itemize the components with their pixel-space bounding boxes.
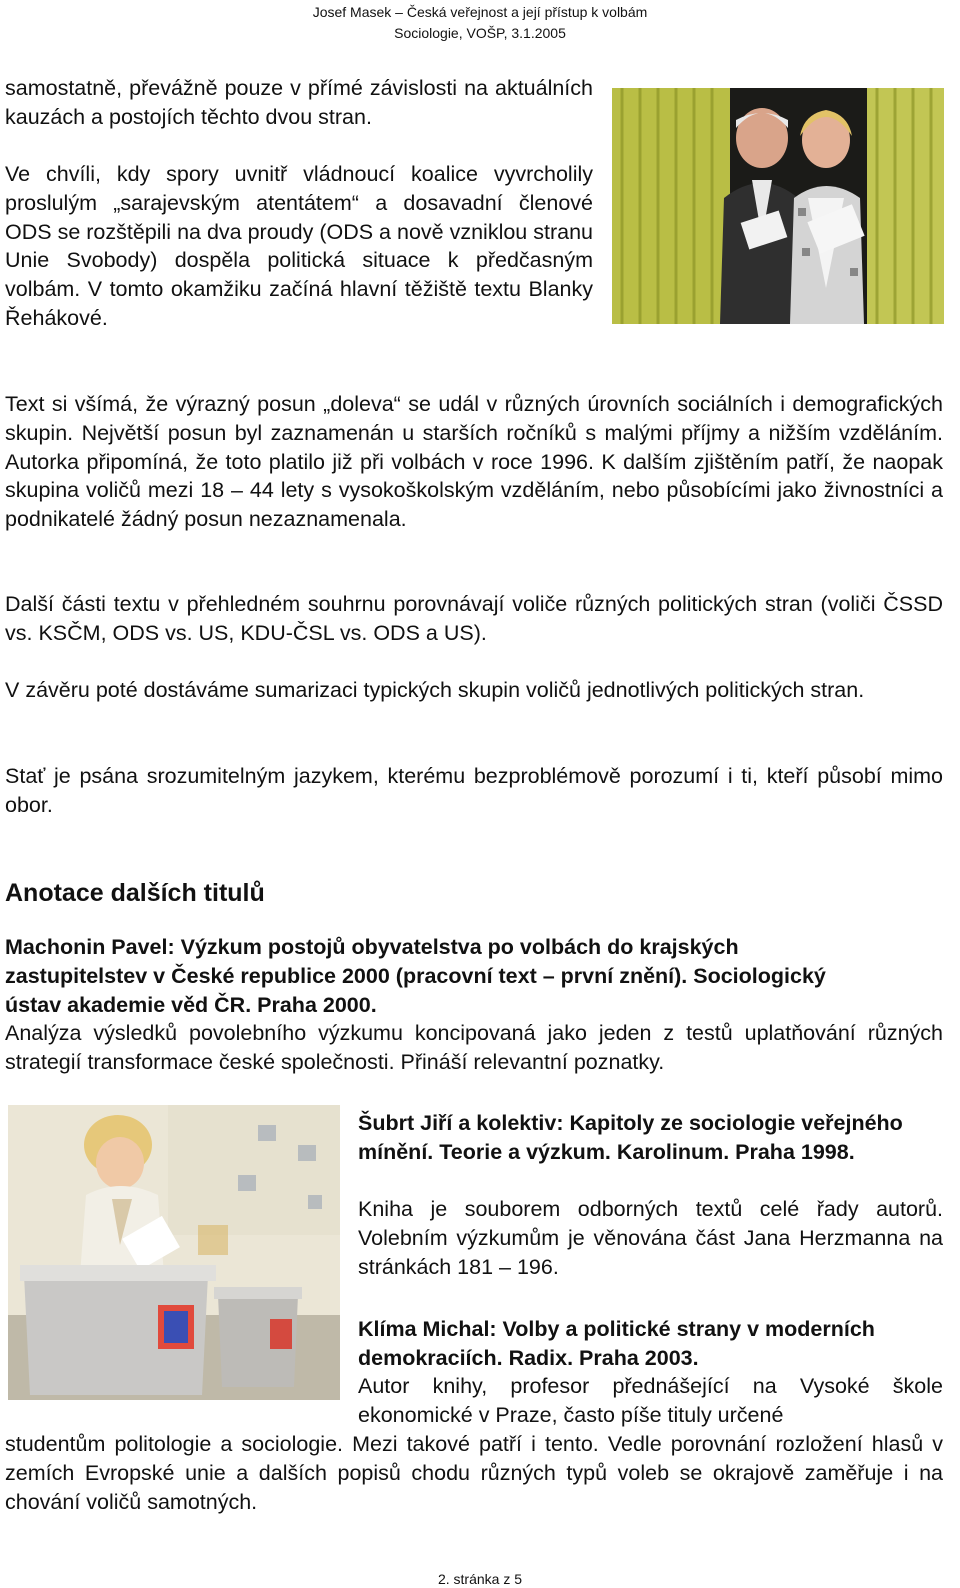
section-heading: Anotace dalších titulů xyxy=(5,879,265,907)
paragraph-2: Ve chvíli, kdy spory uvnitř vládnoucí koalice vyvrcholily proslulým „sarajevským atentátem“ a dosavadní členové ODS se rozštěpili na dva proudy (ODS a nově vzniklou stranu Unie Svobody) dospěla politická situace k předčasným volbám. V tomto okamžiku začíná hlavní těžiště textu Blanky Řehákové. xyxy=(5,162,593,330)
paragraph-1: samostatně, převážně pouze v přímé závislosti na aktuálních kauzách a postojích těchto dvou stran. xyxy=(5,76,593,129)
subrt-title: Šubrt Jiří a kolektiv: Kapitoly ze sociologie veřejného mínění. Teorie a výzkum. Karolinum. Praha 1998. xyxy=(358,1111,903,1164)
header-subtitle: Sociologie, VOŠP, 3.1.2005 xyxy=(394,25,566,41)
machonin-description: Analýza výsledků povolebního výzkumu koncipovaná jako jeden z testů uplatňování různých strategií transformace české společnosti. Přináší relevantní poznatky. xyxy=(5,1021,943,1074)
paragraph-3: Text si všímá, že výrazný posun „doleva“ se udál v různých úrovních sociálních i demografických skupin. Největší posun byl zaznamenán u starších ročníků s malými příjmy a nižším vzděláním. Autorka připomíná, že toto platilo již při volbách v roce 1996. K dalším zjištěním patří, že naopak skupina voličů mezi 18 – 44 lety s vysokoškolským vzděláním, nebo působícími jako živnostníci a podnikatelé žádný posun nezaznamenala. xyxy=(5,392,943,532)
machonin-title: Machonin Pavel: Výzkum postojů obyvatelstva po volbách do krajských zastupitelstev v České republice 2000 (pracovní text – první znění). Sociologický ústav akademie věd ČR. Praha 2000. xyxy=(5,935,826,1017)
voting-couple-photo xyxy=(612,88,944,324)
page-number: 2. stránka z 5 xyxy=(437,1571,523,1587)
paragraph-4: Další části textu v přehledném souhrnu porovnávají voliče různých politických stran (voliči ČSSD vs. KSČM, ODS vs. US, KDU-ČSL vs. ODS a US). xyxy=(5,592,943,645)
klima-description-part1: Autor knihy, profesor přednášející na Vysoké škole ekonomické v Praze, často píše tituly určené xyxy=(358,1374,943,1427)
klima-title: Klíma Michal: Volby a politické strany v moderních demokraciích. Radix. Praha 2003. xyxy=(358,1317,875,1370)
header-title: Josef Masek – Česká veřejnost a její přístup k volbám xyxy=(312,4,648,20)
paragraph-6: Stať je psána srozumitelným jazykem, kterému bezproblémově porozumí i ti, kteří působí mimo obor. xyxy=(5,764,943,817)
child-voting-photo xyxy=(8,1105,340,1400)
subrt-description: Kniha je souborem odborných textů celé řady autorů. Volebním výzkumům je věnována část Jana Herzmanna na stránkách 181 – 196. xyxy=(358,1197,943,1279)
paragraph-5: V závěru poté dostáváme sumarizaci typických skupin voličů jednotlivých politických stran. xyxy=(5,678,865,702)
klima-description-part2: studentům politologie a sociologie. Mezi takové patří i tento. Vedle porovnání rozložení hlasů v zemích Evropské unie a dalších popisů chodu různých typů voleb se okrajově zaměřuje i na chování voličů samotných. xyxy=(5,1432,943,1514)
page-header xyxy=(0,2,960,44)
